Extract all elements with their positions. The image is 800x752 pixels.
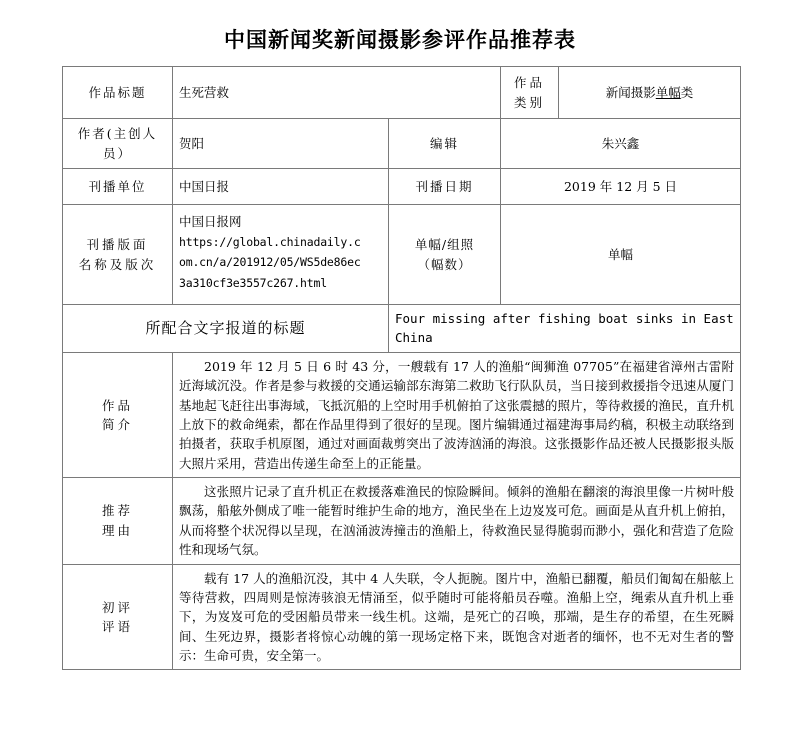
value-work-summary: 2019 年 12 月 5 日 6 时 43 分，一艘载有 17 人的渔船“闽狮渔 07705”在福建省漳州古雷附近海域沉没。作者是参与救援的交通运输部东海第二救助飞行队队员，当日接到救援指令迅速从厦门基地起飞赶往出事海域，飞抵沉船的上空时用手机俯拍了这张震撼的照片，等待救援的渔民，直升机上放下的救命绳索，都在作品里得到了很好的呈现。图片编辑通过福建海事局约稿，积极主动联络到拍摄者，获取手机原图，通过对画面裁剪突出了波涛汹涌的海浪。这张摄影作品还被人民摄影报头版大照片采用，营造出传递生命至上的正能量。: [173, 352, 741, 477]
table-row-recommendation-reason: [63, 478, 741, 565]
value-section-edition-url-line1: https://global.chinadaily.c: [179, 235, 361, 250]
label-work-summary-line1: 作品: [101, 397, 133, 413]
value-work-title: 生死营救: [173, 67, 501, 119]
value-section-edition-name: 中国日报网: [179, 214, 242, 229]
label-single-or-group-line2: （幅数）: [417, 256, 472, 272]
page-title: 中国新闻奖新闻摄影参评作品推荐表: [224, 27, 576, 52]
label-publisher: 刊播单位: [63, 169, 173, 205]
table-row-work-summary: [63, 352, 741, 477]
table-row-work-title: [63, 67, 741, 119]
value-publish-date: 2019 年 12 月 5 日: [501, 169, 741, 205]
value-single-or-group: 单幅: [501, 205, 741, 305]
value-section-edition: [173, 205, 389, 305]
label-work-summary: [63, 352, 173, 477]
label-recommendation-reason-line2: 理由: [101, 522, 133, 538]
label-section-edition: [63, 205, 173, 305]
value-companion-headline: Four missing after fishing boat sinks in East China: [389, 305, 741, 353]
label-companion-headline: 所配合文字报道的标题: [63, 305, 389, 353]
label-preliminary-comment-line1: 初评: [101, 599, 133, 615]
label-single-or-group: [389, 205, 501, 305]
label-preliminary-comment: [63, 564, 173, 670]
label-category-line1: 作品: [514, 75, 546, 91]
table-row-author-editor: [63, 119, 741, 169]
label-single-or-group-line1: 单幅/组照: [414, 237, 475, 253]
value-category-prefix: 新闻摄影: [605, 84, 656, 100]
table-row-publisher-date: [63, 169, 741, 205]
label-recommendation-reason-line1: 推荐: [101, 503, 133, 519]
label-section-edition-line2: 名称及版次: [78, 256, 157, 272]
table-row-section-edition: [63, 205, 741, 305]
label-recommendation-reason: [63, 478, 173, 565]
table-row-preliminary-comment: [63, 564, 741, 670]
label-section-edition-line1: 刊播版面: [86, 237, 149, 253]
label-editor: 编辑: [389, 119, 501, 169]
table-row-companion-headline: [63, 305, 741, 353]
recommendation-form-table: [62, 66, 741, 670]
value-author: 贺阳: [173, 119, 389, 169]
value-category: [559, 67, 741, 119]
label-preliminary-comment-line2: 评语: [101, 618, 133, 634]
label-publish-date: 刊播日期: [389, 169, 501, 205]
value-publisher: 中国日报: [173, 169, 389, 205]
value-preliminary-comment: 载有 17 人的渔船沉没，其中 4 人失联，令人扼腕。图片中，渔船已翻覆，船员们匍匐在船舷上等待营救，四周则是惊涛骇浪无情涌至，似乎随时可能将船员吞噬。渔船上空，绳索从直升机上垂下，为岌岌可危的受困船员带来一线生机。这端，是死亡的召唤，那端，是生存的希望，在生死瞬间、生死边界，摄影者将惊心动魄的第一现场定格下来，既饱含对逝者的缅怀，也不无对生者的警示：生命可贵，安全第一。: [173, 564, 741, 670]
label-category-line2: 类别: [514, 94, 546, 110]
value-editor: 朱兴鑫: [501, 119, 741, 169]
value-section-edition-url-line3: 3a310cf3e3557c267.html: [179, 275, 327, 290]
label-work-summary-line2: 简介: [101, 416, 133, 432]
label-work-title: 作品标题: [63, 67, 173, 119]
label-category: [501, 67, 559, 119]
value-recommendation-reason: 这张照片记录了直升机正在救援落难渔民的惊险瞬间。倾斜的渔船在翻滚的海浪里像一片树叶般飘荡，船舷外侧成了唯一能暂时维护生命的地方，渔民坐在上边岌岌可危。画面是从直升机上俯拍，从而将整个状况得以呈现，在汹涌波涛撞击的渔船上，待救渔民显得脆弱而渺小，强化和营造了危险性和现场气氛。: [173, 478, 741, 565]
label-author: 作者(主创人员）: [63, 119, 173, 169]
value-category-suffix: 类: [680, 84, 694, 100]
value-section-edition-url-line2: om.cn/a/201912/05/WS5de86ec: [179, 255, 361, 270]
value-category-underlined: 单幅: [655, 84, 681, 100]
